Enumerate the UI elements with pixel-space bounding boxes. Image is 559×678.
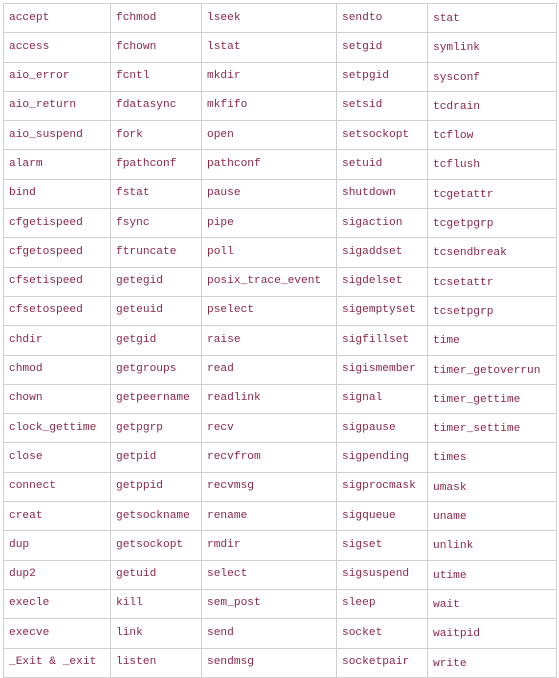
- function-name-cell: fpathconf: [111, 150, 202, 179]
- function-name-cell: fchown: [111, 33, 202, 62]
- table-row: [4, 121, 557, 150]
- function-name-cell: getuid: [111, 560, 202, 589]
- function-name-cell: cfgetispeed: [4, 209, 111, 238]
- function-name-cell: sigsuspend: [337, 560, 428, 589]
- table-row: [4, 384, 557, 413]
- function-name-cell: getgroups: [111, 355, 202, 384]
- function-name-cell: shutdown: [337, 179, 428, 208]
- function-name-cell: signal: [337, 384, 428, 413]
- function-name-cell: unlink: [428, 531, 557, 560]
- table-row: [4, 619, 557, 648]
- function-name-cell: readlink: [202, 384, 337, 413]
- function-name-cell: tcsetpgrp: [428, 296, 557, 325]
- function-name-cell: execve: [4, 619, 111, 648]
- function-name-cell: pathconf: [202, 150, 337, 179]
- function-name-cell: pselect: [202, 296, 337, 325]
- function-name-cell: sigset: [337, 531, 428, 560]
- table-row: [4, 267, 557, 296]
- function-name-cell: getppid: [111, 472, 202, 501]
- table-row: [4, 296, 557, 325]
- function-name-cell: setsid: [337, 91, 428, 120]
- function-name-cell: wait: [428, 589, 557, 618]
- function-name-cell: socketpair: [337, 648, 428, 677]
- function-name-cell: fork: [111, 121, 202, 150]
- function-name-cell: recvfrom: [202, 443, 337, 472]
- function-name-cell: sigfillset: [337, 326, 428, 355]
- function-name-cell: raise: [202, 326, 337, 355]
- function-name-cell: poll: [202, 238, 337, 267]
- function-name-cell: sendto: [337, 4, 428, 33]
- function-name-cell: chmod: [4, 355, 111, 384]
- function-name-cell: dup2: [4, 560, 111, 589]
- function-name-cell: timer_getoverrun: [428, 355, 557, 384]
- function-name-cell: setuid: [337, 150, 428, 179]
- function-name-cell: setgid: [337, 33, 428, 62]
- function-name-cell: sigpending: [337, 443, 428, 472]
- function-name-cell: setpgid: [337, 62, 428, 91]
- function-name-cell: tcflush: [428, 150, 557, 179]
- function-name-cell: getpid: [111, 443, 202, 472]
- function-name-cell: getgid: [111, 326, 202, 355]
- table-row: [4, 560, 557, 589]
- function-name-cell: socket: [337, 619, 428, 648]
- function-name-cell: tcgetattr: [428, 179, 557, 208]
- function-name-cell: tcgetpgrp: [428, 209, 557, 238]
- table-row: [4, 589, 557, 618]
- function-name-cell: aio_return: [4, 91, 111, 120]
- function-name-cell: sigdelset: [337, 267, 428, 296]
- function-name-cell: recvmsg: [202, 472, 337, 501]
- function-name-cell: link: [111, 619, 202, 648]
- function-name-cell: rmdir: [202, 531, 337, 560]
- function-name-cell: fsync: [111, 209, 202, 238]
- function-name-cell: utime: [428, 560, 557, 589]
- function-name-cell: sleep: [337, 589, 428, 618]
- function-name-cell: sendmsg: [202, 648, 337, 677]
- table-row: [4, 355, 557, 384]
- function-name-cell: stat: [428, 4, 557, 33]
- function-name-cell: tcsendbreak: [428, 238, 557, 267]
- function-name-cell: getpgrp: [111, 414, 202, 443]
- function-name-cell: creat: [4, 502, 111, 531]
- function-name-cell: recv: [202, 414, 337, 443]
- function-name-cell: mkfifo: [202, 91, 337, 120]
- function-name-cell: getsockopt: [111, 531, 202, 560]
- function-name-cell: pipe: [202, 209, 337, 238]
- function-name-cell: sigemptyset: [337, 296, 428, 325]
- function-name-cell: pause: [202, 179, 337, 208]
- function-name-cell: close: [4, 443, 111, 472]
- function-table: [3, 3, 557, 678]
- table-row: [4, 443, 557, 472]
- function-name-cell: cfsetispeed: [4, 267, 111, 296]
- function-name-cell: sigprocmask: [337, 472, 428, 501]
- table-row: [4, 4, 557, 33]
- function-name-cell: sigqueue: [337, 502, 428, 531]
- table-row: [4, 414, 557, 443]
- function-name-cell: kill: [111, 589, 202, 618]
- function-name-cell: mkdir: [202, 62, 337, 91]
- function-name-cell: sigismember: [337, 355, 428, 384]
- function-name-cell: chown: [4, 384, 111, 413]
- function-name-cell: umask: [428, 472, 557, 501]
- function-name-cell: cfsetospeed: [4, 296, 111, 325]
- function-name-cell: execle: [4, 589, 111, 618]
- function-name-cell: sem_post: [202, 589, 337, 618]
- function-name-cell: write: [428, 648, 557, 677]
- function-name-cell: symlink: [428, 33, 557, 62]
- function-name-cell: sigaddset: [337, 238, 428, 267]
- function-name-cell: setsockopt: [337, 121, 428, 150]
- function-name-cell: listen: [111, 648, 202, 677]
- table-row: [4, 531, 557, 560]
- function-name-cell: tcsetattr: [428, 267, 557, 296]
- function-name-cell: aio_suspend: [4, 121, 111, 150]
- function-name-cell: fdatasync: [111, 91, 202, 120]
- function-name-cell: accept: [4, 4, 111, 33]
- function-name-cell: fchmod: [111, 4, 202, 33]
- function-name-cell: posix_trace_event: [202, 267, 337, 296]
- table-row: [4, 62, 557, 91]
- function-name-cell: tcflow: [428, 121, 557, 150]
- table-row: [4, 472, 557, 501]
- function-name-cell: open: [202, 121, 337, 150]
- function-name-cell: read: [202, 355, 337, 384]
- function-name-cell: dup: [4, 531, 111, 560]
- function-name-cell: waitpid: [428, 619, 557, 648]
- function-name-cell: timer_gettime: [428, 384, 557, 413]
- function-name-cell: select: [202, 560, 337, 589]
- table-row: [4, 33, 557, 62]
- function-name-cell: sigpause: [337, 414, 428, 443]
- table-row: [4, 326, 557, 355]
- table-row: [4, 179, 557, 208]
- table-row: [4, 150, 557, 179]
- table-row: [4, 209, 557, 238]
- function-name-cell: tcdrain: [428, 91, 557, 120]
- function-name-cell: getegid: [111, 267, 202, 296]
- function-name-cell: sigaction: [337, 209, 428, 238]
- function-name-cell: cfgetospeed: [4, 238, 111, 267]
- function-name-cell: alarm: [4, 150, 111, 179]
- function-name-cell: fcntl: [111, 62, 202, 91]
- function-name-cell: lseek: [202, 4, 337, 33]
- function-name-cell: chdir: [4, 326, 111, 355]
- function-name-cell: access: [4, 33, 111, 62]
- function-name-cell: connect: [4, 472, 111, 501]
- table-row: [4, 648, 557, 677]
- table-row: [4, 238, 557, 267]
- function-name-cell: lstat: [202, 33, 337, 62]
- function-name-cell: aio_error: [4, 62, 111, 91]
- function-name-cell: bind: [4, 179, 111, 208]
- table-row: [4, 502, 557, 531]
- table-row: [4, 91, 557, 120]
- function-name-cell: clock_gettime: [4, 414, 111, 443]
- function-name-cell: getpeername: [111, 384, 202, 413]
- function-table-body: [4, 4, 557, 678]
- function-name-cell: uname: [428, 502, 557, 531]
- function-name-cell: fstat: [111, 179, 202, 208]
- function-name-cell: getsockname: [111, 502, 202, 531]
- function-name-cell: timer_settime: [428, 414, 557, 443]
- function-name-cell: time: [428, 326, 557, 355]
- function-name-cell: sysconf: [428, 62, 557, 91]
- function-name-cell: _Exit & _exit: [4, 648, 111, 677]
- function-name-cell: rename: [202, 502, 337, 531]
- function-name-cell: geteuid: [111, 296, 202, 325]
- function-name-cell: send: [202, 619, 337, 648]
- function-name-cell: times: [428, 443, 557, 472]
- function-name-cell: ftruncate: [111, 238, 202, 267]
